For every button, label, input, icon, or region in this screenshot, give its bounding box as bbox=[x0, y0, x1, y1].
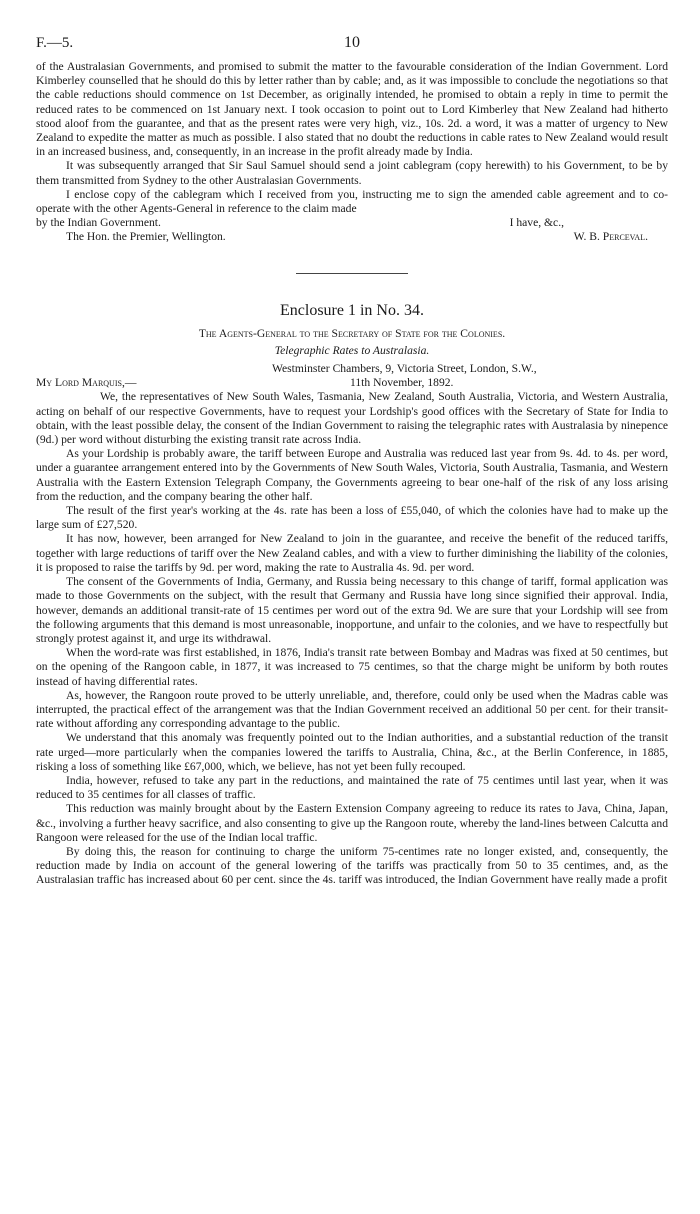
enclosure-paragraph: By doing this, the reason for continuing to charge the uniform 75-centimes rate no longer existed, and, consequently, the reduction made by India on account of the general lowering of the tariffs was practically from 50 to 35 centimes, and, as the Australasian traffic has increased about 60 per cent. since the 4s. tariff was introduced, the Indian Government have really made a profit bbox=[36, 844, 668, 887]
letter-paragraph: It was subsequently arranged that Sir Saul Samuel should send a joint cablegram (copy herewith) to his Government, to be by them transmitted from Sydney to the other Australasian Governments. bbox=[36, 159, 668, 187]
enclosure bbox=[36, 301, 668, 888]
enclosure-paragraph: It has now, however, been arranged for New Zealand to join in the guarantee, and receive the benefit of the reduced tariffs, together with large reductions of tariff over the New Zealand cables, and with a view to further diminishing the liability of the colonies, it is proposed to raise the tariffs by 9d. per word, making the rate to Australia 4s. 9d. per word. bbox=[36, 532, 668, 574]
enclosure-paragraph: The consent of the Governments of India, Germany, and Russia being necessary to this change of tariff, formal application was made to those Governments on the subject, with the result that Germany and Russia have long since signified their approval. India, however, demands an additional transit-rate of 15 centimes per word out of the extra 9d. We are sure that your Lordship will see from the following arguments that this demand is most unreasonable, inopportune, and unfair to the colonies, and we have to respectfully but strongly protest against it, and urge its withdrawal. bbox=[36, 575, 668, 645]
salutation-line bbox=[36, 376, 668, 390]
salutation: My Lord Marquis,— bbox=[36, 376, 137, 390]
paper-reference: F.—5. bbox=[36, 35, 74, 51]
enclosure-subject: Telegraphic Rates to Australasia. bbox=[274, 343, 430, 357]
letter-paragraph-end: by the Indian Government. bbox=[36, 216, 161, 230]
signature-line bbox=[36, 230, 668, 244]
enclosure-paragraph: As your Lordship is probably aware, the tariff between Europe and Australia was reduced last year from 9s. 4d. to 4s. per word, under a guarantee arrangement entered into by the Governments of New South Wales, Victoria, South Australia, Tasmania, and Western Australia with the Eastern Extension Telegraph Company, the Governments agreeing to bear one-half of the risk of any loss arising from the reduction, and the company bearing the other half. bbox=[36, 447, 668, 503]
enclosure-paragraph: This reduction was mainly brought about by the Eastern Extension Company agreeing to reduce its rates to Java, China, Japan, &c., involving a further heavy sacrifice, and also consenting to give up the Rangoon route, whereby the land-lines between Calcutta and Rangoon were released for the use of the Indian local traffic. bbox=[36, 802, 668, 844]
signature: W. B. Perceval. bbox=[573, 230, 648, 244]
enclosure-paragraph: We understand that this anomaly was frequently pointed out to the Indian authorities, and a substantial reduction of the transit rate urged—more particularly when the companies lowered the tariffs to Australia, China, &c., at the Berlin Conference, in 1885, risking a loss of something like £67,000, which, we believe, has not yet been fully recouped. bbox=[36, 731, 668, 773]
letter-date: 11th November, 1892. bbox=[350, 376, 454, 390]
page-number: 10 bbox=[344, 34, 360, 51]
enclosure-paragraph: We, the representatives of New South Wales, Tasmania, New Zealand, South Australia, Victoria, and Western Australia, acting on behalf of our respective Governments, have to request your Lordship's good offices with the Secretary of State for India to obtain, with the least possible delay, the consent of the Indian Government to raising the telegraphic rates with Australasia by ninepence (9d.) per word without disturbing the existing transit rate across India. bbox=[36, 390, 668, 447]
enclosure-paragraph: The result of the first year's working at the 4s. rate has been a loss of £55,040, of which the colonies have had to make up the large sum of £27,520. bbox=[36, 504, 668, 532]
section-divider bbox=[296, 273, 408, 274]
letter-paragraph: of the Australasian Governments, and promised to submit the matter to the favourable consideration of the Indian Government. Lord Kimberley counselled that he should do this by letter rather than by cable; and, as it was impossible to conclude the negotiations so that the cable reductions should commence on 1st December, as originally intended, he promised to obtain a reply in time to permit the reduced rates to be commenced on 1st January next. I took occasion to point out to Lord Kimberley that New Zealand had hitherto stood aloof from the guarantee, and that as the present rates were very high, viz., 10s. 2d. a word, it was a matter of urgency to New Zealand to expedite the matter as much as possible. I also stated that no doubt the reductions in cable rates to New Zealand would result in an increased business, and, consequently, in an increase in the profit already made by India. bbox=[36, 60, 668, 159]
sender-address: Westminster Chambers, 9, Victoria Street, London, S.W., bbox=[272, 362, 537, 376]
enclosure-paragraph: When the word-rate was first established, in 1876, India's transit rate between Bombay and Madras was fixed at 50 centimes, but on the opening of the Rangoon cable, in 1877, it was increased to 75 centimes, so that the charge might be uniform by both routes instead of having differential rates. bbox=[36, 646, 668, 688]
enclosure-paragraph: India, however, refused to take any part in the reductions, and maintained the rate of 75 centimes until last year, when it was reduced to 35 centimes for all classes of traffic. bbox=[36, 773, 668, 802]
letter-paragraph: I enclose copy of the cablegram which I received from you, instructing me to sign the amended cable agreement and to co-operate with the other Agents-General in reference to the claim made bbox=[36, 187, 668, 216]
enclosure-paragraph: As, however, the Rangoon route proved to be utterly unreliable, and, therefore, could only be used when the Madras cable was interrupted, the practical effect of the arrangement was that the Indian Government received an additional 50 per cent. for their transit-rate without affording any corresponding advantage to the public. bbox=[36, 688, 668, 731]
enclosure-from-to: The Agents-General to the Secretary of State for the Colonies. bbox=[198, 326, 506, 340]
enclosure-heading: Enclosure 1 in No. 34. bbox=[280, 301, 424, 319]
page-header bbox=[36, 30, 668, 60]
closing-line bbox=[36, 216, 668, 230]
letter-body bbox=[36, 60, 668, 245]
addressee: The Hon. the Premier, Wellington. bbox=[66, 230, 226, 244]
closing-formula: I have, &c., bbox=[509, 216, 564, 230]
